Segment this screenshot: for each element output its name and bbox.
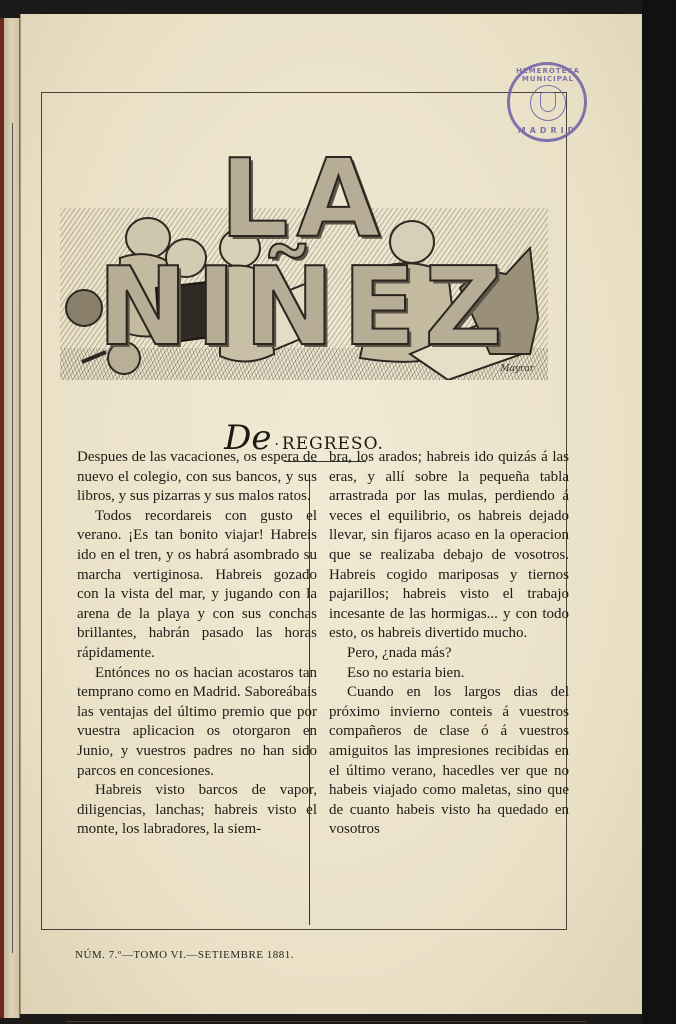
masthead-illustration (60, 118, 548, 380)
paragraph: Pero, ¿nada más? (347, 644, 452, 661)
adjacent-page-edge (0, 18, 20, 1018)
binding-edge (0, 18, 4, 1018)
right-column (329, 448, 569, 840)
paragraph: Eso no estaria bien. (347, 664, 465, 681)
adjacent-page-rule (12, 123, 13, 953)
magazine-page (20, 14, 642, 1014)
left-column (77, 448, 317, 840)
paragraph: Habreis visto barcos de vapor, diligencias, lanchas; habreis visto el monte, los labradores, la siem- (77, 782, 317, 838)
paragraph: Cuando en los largos dias del próximo invierno conteis á vuestros compañeros de clase ó á vuestros amiguitos las impresiones recibidas en el último verano, hacedles ver que no habeis viajado como maletas, sino que de cuanto habeis visto ha quedado en vosotros (329, 684, 569, 838)
paragraph-continuation: bra, los arados; habreis ido quizás á las eras, y allí sobre la pequeña tabla arrastrada por las mulas, perdiendo á veces el equilibrio, os habreis dejado llevar, sin fijaros acaso en la operacion que se realizaba debajo de vosotros. Habreis cogido mariposas y tiernos pajarillos; habreis visto el trabajo incesante de las hormigas... y con todo esto, os habreis divertido mucho. (329, 449, 569, 642)
scan-background-edge (642, 0, 676, 1024)
title-rest: REGRESO. (281, 434, 384, 454)
crest-icon (540, 92, 556, 112)
paragraph: Todos recordareis con gusto el verano. ¡Es tan bonito viajar! Habreis ido en el tren, y os habrá asombrado su marcha vertiginosa. Habreis gozado con la vista del mar, y jugando con la arena de la playa y con sus conchas brillantes, habrán pasado las horas rápidamente. (77, 507, 317, 661)
footer-rule (66, 1021, 586, 1022)
title-initial: De (224, 418, 272, 458)
stamp-top-text: HEMEROTECA MUNICIPAL (516, 67, 580, 83)
library-stamp (507, 62, 587, 142)
stamp-bottom-text: MADRID (517, 126, 579, 135)
artist-signature: Mayrar (500, 364, 534, 374)
paragraph: Entónces no os hacian acostaros tan temprano como en Madrid. Saboreábais las ventajas del último premio que por vuestra aplicacion os otorgaron en Junio, y vuestros padres no han sido parcos en concesiones. (77, 664, 317, 779)
masthead-title: LA NIÑEZ (97, 137, 511, 370)
paragraph: Despues de las vacaciones, os espera de nuevo el colegio, con sus bancos, y sus libros, y sus pizarras y sus malos ratos. (77, 449, 317, 505)
issue-footer: NÚM. 7.º—TOMO VI.—SETIEMBRE 1881. (75, 949, 295, 961)
title-dot: · (274, 436, 279, 453)
